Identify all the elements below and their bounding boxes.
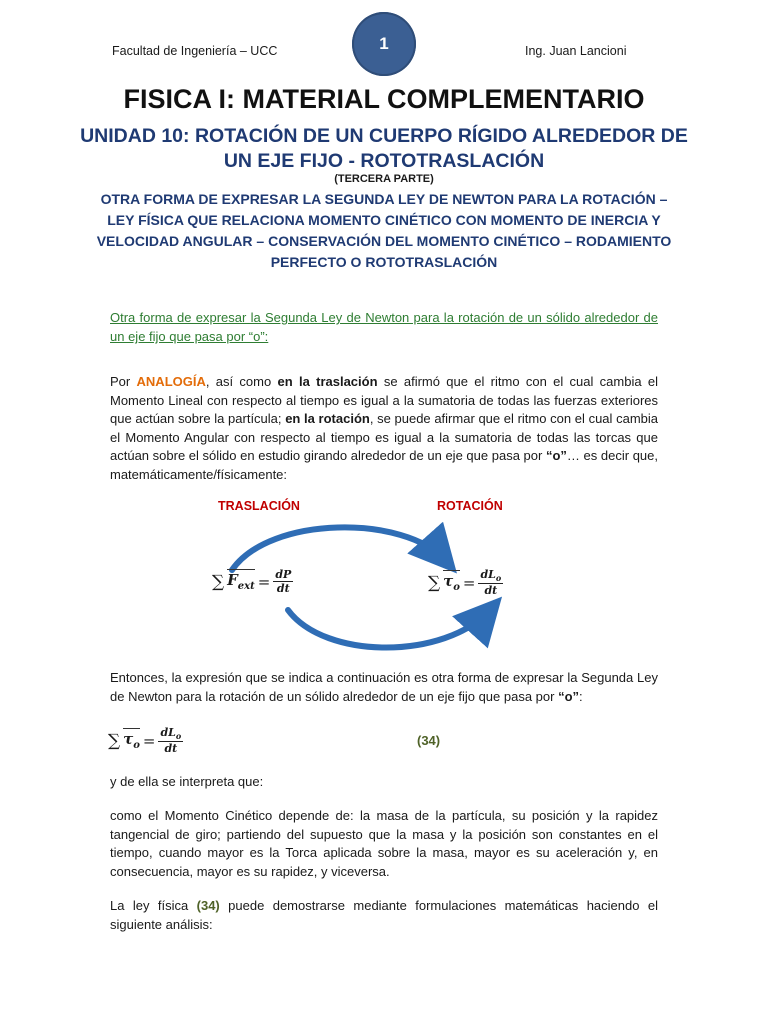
- p1-text-2: , así como: [205, 374, 278, 389]
- torque-vector: $\tau_o$: [443, 572, 460, 594]
- equals-sign: =: [257, 572, 271, 591]
- equals-sign: =: [142, 731, 156, 750]
- arrow-bottom-curve: [288, 610, 490, 648]
- sum-symbol: ∑: [108, 730, 121, 751]
- p1-traslacion: en la traslación: [277, 374, 378, 389]
- p1-analogia: ANALOGÍA: [136, 374, 206, 389]
- p1-rotacion: en la rotación: [285, 411, 370, 426]
- header-author: Ing. Juan Lancioni: [525, 44, 627, 58]
- fraction-dp-dt: $\frac{dP}{dt}$: [275, 568, 292, 595]
- p2-o: “o”: [558, 688, 580, 704]
- sum-symbol: ∑: [212, 571, 225, 592]
- paragraph-analogy: [110, 373, 658, 484]
- p1-text-4: , se puede afirmar que el ritmo con el cual cambia el Momento Angular con respecto al tiempo es igual a la sumatoria de todas las torcas que actúan sobre el sólido en estudio girando alrededor de un eje que pasa por: [110, 411, 658, 463]
- label-rotacion: ROTACIÓN: [437, 499, 503, 513]
- unit-part: (TERCERA PARTE): [334, 173, 434, 185]
- section-heading: Otra forma de expresar la Segunda Ley de Newton para la rotación de un sólido alrededor de un eje fijo que pasa por “o”:: [110, 310, 658, 344]
- header-faculty: Facultad de Ingeniería – UCC: [112, 44, 278, 58]
- arrow-top-curve: [232, 527, 445, 570]
- equals-sign: =: [462, 573, 476, 592]
- fraction-dl-dt: $\frac{dL_o}{dt}$: [480, 568, 502, 598]
- paragraph-expression: [110, 669, 658, 706]
- sum-symbol: ∑: [428, 572, 441, 593]
- p1-text-3: se afirmó que el ritmo con el cual cambia el Momento Lineal con respecto al tiempo es igual a la sumatoria de todas las fuerzas exteriores que actúan sobre la partícula;: [110, 374, 659, 426]
- p1-text-5: … es decir que, matemáticamente/físicamente:: [110, 448, 658, 482]
- paragraph-interpretation: como el Momento Cinético depende de: la masa de la partícula, su posición y la rapidez tangencial de giro; partiendo del supuesto que la masa y la posición son constantes en el tiempo, cuando mayor es la Torca aplicada sobre la masa, mayor es su aceleración y, en consecuencia, mayor es su rapidez, y viceversa.: [110, 808, 658, 879]
- equation-translation: [212, 568, 293, 595]
- equation-34-label: (34): [417, 733, 441, 748]
- equation-rotation: [428, 568, 503, 597]
- force-vector: $F_{ext}$: [227, 571, 255, 592]
- document-title: FISICA I: MATERIAL COMPLEMENTARIO: [123, 84, 645, 114]
- p2-text-1: Entonces, la expresión que se indica a continuación es otra forma de expresar la Segunda Ley de Newton para la rotación de un sólido alrededor de un eje fijo que pasa por: [110, 670, 658, 704]
- paragraph-demonstration: [110, 897, 658, 934]
- p5-text-1: La ley física: [110, 898, 197, 913]
- p1-text-1: Por: [110, 374, 137, 389]
- equation-34: [108, 726, 183, 755]
- p5-text-2: puede demostrarse mediante formulaciones matemáticas haciendo el siguiente análisis:: [110, 898, 658, 932]
- label-traslacion: TRASLACIÓN: [218, 499, 300, 513]
- subtitle: OTRA FORMA DE EXPRESAR LA SEGUNDA LEY DE NEWTON PARA LA ROTACIÓN – LEY FÍSICA QUE RELACIONA MOMENTO CINÉTICO CON MOMENTO DE INERCIA Y VELOCIDAD ANGULAR – CONSERVACIÓN DEL MOMENTO CINÉTICO – RODAMIENTO PERFECTO O ROTOTRASLACIÓN: [96, 191, 672, 270]
- p5-ref-34: (34): [196, 898, 220, 913]
- fraction-dl-dt: $\frac{dL_o}{dt}$: [160, 726, 182, 756]
- paragraph-interpretation-intro: y de ella se interpreta que:: [110, 774, 264, 789]
- torque-vector: $\tau_o$: [123, 730, 140, 752]
- page-number-badge: 1: [352, 12, 416, 76]
- p2-text-2: :: [579, 688, 583, 704]
- unit-title: UNIDAD 10: ROTACIÓN DE UN CUERPO RÍGIDO ALREDEDOR DE UN EJE FIJO - ROTOTRASLACIÓN: [80, 125, 688, 172]
- p1-o: “o”: [545, 448, 567, 463]
